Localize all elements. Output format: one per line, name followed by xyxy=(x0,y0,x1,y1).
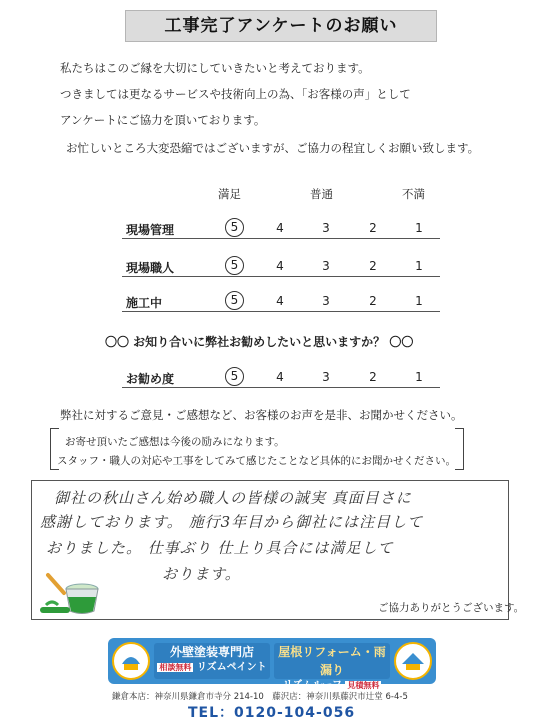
company-banner xyxy=(108,638,436,691)
comment-box[interactable] xyxy=(31,480,509,620)
rating-score[interactable]: 2 xyxy=(369,294,377,308)
rating-score[interactable]: 4 xyxy=(276,370,284,384)
rating-score[interactable]: 4 xyxy=(276,294,284,308)
rating-score[interactable]: 2 xyxy=(369,221,377,235)
roof-service-title: 屋根リフォーム・雨漏り xyxy=(278,645,386,677)
intro-line-3: アンケートにご協力を頂いております。 xyxy=(60,113,266,127)
rating-label-site-management: 現場管理 xyxy=(126,223,175,237)
rating-score[interactable]: 2 xyxy=(369,370,377,384)
rating-score[interactable]: 1 xyxy=(415,221,423,235)
paint-bucket-icon xyxy=(38,565,108,617)
phone-number[interactable]: TEL：0120-104-056 xyxy=(188,705,356,721)
intro-line-1: 私たちはこのご縁を大切にしていきたいと考えております。 xyxy=(60,61,370,75)
store-addresses: 鎌倉本店：神奈川県鎌倉市寺分 214-10 藤沢店：神奈川県藤沢市辻堂 6-4-5 xyxy=(112,692,408,702)
free-estimate-badge: 見積無料 xyxy=(347,681,380,690)
comment-request: 弊社に対するご意見・ご感想など、お客様のお声を是非、お聞かせください。 xyxy=(60,408,463,422)
paint-service-title: 外壁塗装専門店 xyxy=(169,645,254,659)
rating-score[interactable]: 4 xyxy=(276,259,284,273)
handwritten-line-4: おります。 xyxy=(162,565,241,583)
rating-score[interactable]: 3 xyxy=(322,294,330,308)
rating-score[interactable]: 1 xyxy=(415,259,423,273)
rating-score[interactable]: 4 xyxy=(276,221,284,235)
intro-line-2: つきましては更なるサービスや技術向上の為、「お客様の声」として xyxy=(60,87,411,101)
handwritten-line-1: 御社の秋山さん始め職人の皆様の誠実 真面目さに xyxy=(54,489,412,507)
thanks-message: ご協力ありがとうございます。 xyxy=(378,602,525,614)
rating-label-recommend: お勧め度 xyxy=(126,372,175,386)
rating-score-selected[interactable]: 5 xyxy=(225,256,244,275)
rating-underline xyxy=(122,276,440,277)
rhythm-paint-logo-icon xyxy=(112,642,150,680)
rating-score[interactable]: 3 xyxy=(322,221,330,235)
rating-score[interactable]: 2 xyxy=(369,259,377,273)
handwritten-line-3: おりました。 仕事ぶり 仕上り具合には満足して xyxy=(46,539,394,557)
scale-normal: 普通 xyxy=(310,187,333,201)
rating-underline xyxy=(122,238,440,239)
rating-score-selected[interactable]: 5 xyxy=(225,218,244,237)
handwritten-line-2: 感謝しております。 施行3年目から御社には注目して xyxy=(40,513,424,531)
note-line-2: スタッフ・職人の対応や工事をしてみて感じたことなど具体的にお聞かせください。 xyxy=(57,455,456,467)
rhythm-paint-brand: リズムペイント xyxy=(196,662,267,673)
rating-score[interactable]: 1 xyxy=(415,294,423,308)
rating-score[interactable]: 1 xyxy=(415,370,423,384)
rating-score[interactable]: 3 xyxy=(322,370,330,384)
rating-label-during-construction: 施工中 xyxy=(126,296,163,310)
recommend-question: 〇〇 お知り合いに弊社お勧めしたいと思いますか？ 〇〇 xyxy=(105,335,414,349)
note-line-1: お寄せ頂いたご感想は今後の励みになります。 xyxy=(65,436,285,448)
rhythm-roof-logo-icon xyxy=(394,642,432,680)
paint-block xyxy=(154,643,270,679)
intro-line-4: お忙しいところ大変恐縮ではございますが、ご協力の程宜しくお願い致します。 xyxy=(66,141,480,155)
rating-score[interactable]: 3 xyxy=(322,259,330,273)
rhythm-roof-brand: リズムルーフ xyxy=(282,680,342,691)
roof-block xyxy=(274,643,390,691)
rating-underline xyxy=(122,311,440,312)
free-consult-badge: 相談無料 xyxy=(159,663,192,672)
rating-label-site-craftsmen: 現場職人 xyxy=(126,261,175,275)
scale-satisfied: 満足 xyxy=(218,187,241,201)
rating-underline xyxy=(122,387,440,388)
note-bracket xyxy=(50,428,464,470)
rating-score-selected[interactable]: 5 xyxy=(225,367,244,386)
page-title: 工事完了アンケートのお願い xyxy=(125,10,437,42)
scale-unsatisfied: 不満 xyxy=(402,187,425,201)
rating-score-selected[interactable]: 5 xyxy=(225,291,244,310)
